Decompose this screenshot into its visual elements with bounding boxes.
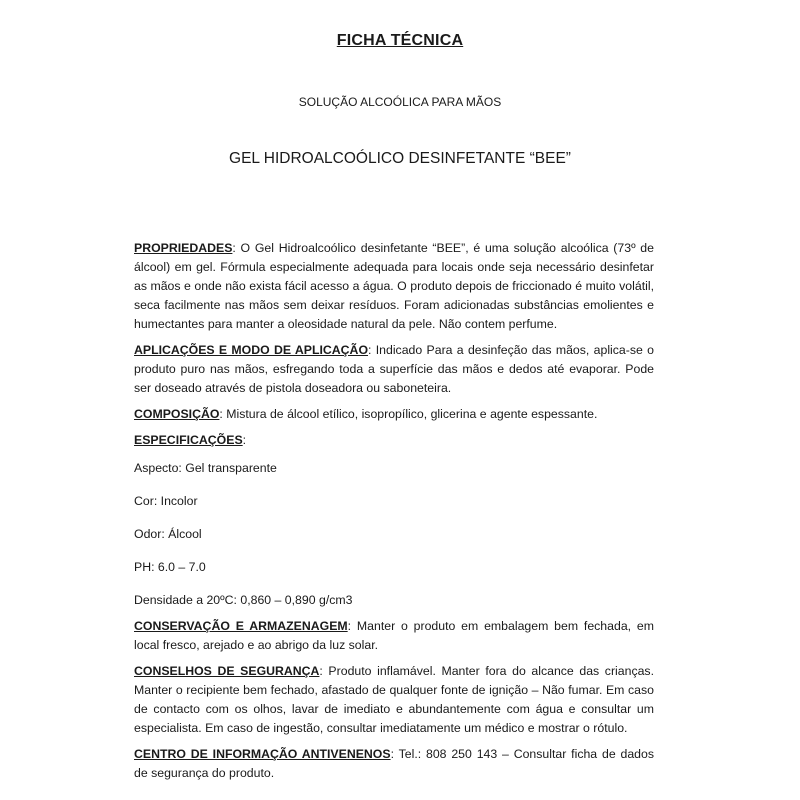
spec-ph: PH: 6.0 – 7.0 xyxy=(134,560,206,574)
section-heading-especificacoes: ESPECIFICAÇÕES xyxy=(134,433,243,447)
section-text-propriedades: : O Gel Hidroalcoólico desinfetante “BEE”, é uma solução alcoólica (73º de álcool) em gel. Fórmula especialmente adequada para locais onde seja necessário desinfetar as mãos e onde não exista fácil acesso a água. O produto depois de friccionado é muito volátil, seca facilmente nas mãos sem deixar resíduos. Foram adicionadas substâncias emolientes e humectantes para manter a oleosidade natural da pele. Não contem perfume. xyxy=(134,241,654,331)
section-text-centro: : Tel.: 808 250 143 – Consultar ficha de dados de segurança do produto. xyxy=(134,747,654,780)
spec-cor: Cor: Incolor xyxy=(134,494,198,508)
section-heading-centro: CENTRO DE INFORMAÇÃO ANTIVENENOS xyxy=(134,747,391,761)
section-centro xyxy=(134,745,654,783)
section-text-conservacao: : Manter o produto em embalagem bem fechada, em local fresco, arejado e ao abrigo da luz solar. xyxy=(134,619,654,652)
spec-aspecto: Aspecto: Gel transparente xyxy=(134,461,277,475)
section-composicao xyxy=(134,405,654,424)
spec-densidade: Densidade a 20ºC: 0,860 – 0,890 g/cm3 xyxy=(134,593,353,607)
section-text-conselhos: : Produto inflamável. Manter fora do alcance das crianças. Manter o recipiente bem fechado, afastado de qualquer fonte de ignição – Não fumar. Em caso de contacto com os olhos, lavar de imediato e abundantemente com água e consultar um especialista. Em caso de ingestão, consultar imediatamente um médico e mostrar o rótulo. xyxy=(134,664,654,735)
section-text-aplicacoes: : Indicado Para a desinfeção das mãos, aplica-se o produto puro nas mãos, esfregando toda a superfície das mãos e dedos até evaporar. Pode ser doseado através de pistola doseadora ou saboneteira. xyxy=(134,343,654,395)
section-heading-conservacao: CONSERVAÇÃO E ARMAZENAGEM xyxy=(134,619,348,633)
document-subtitle: SOLUÇÃO ALCOÓLICA PARA MÃOS xyxy=(298,95,502,109)
section-conselhos xyxy=(134,662,654,738)
section-aplicacoes xyxy=(134,341,654,398)
document-body xyxy=(134,239,654,790)
section-conservacao xyxy=(134,617,654,655)
section-heading-composicao: COMPOSIÇÃO xyxy=(134,407,220,421)
section-propriedades xyxy=(134,239,654,334)
document-title: FICHA TÉCNICA xyxy=(336,32,464,49)
section-text-composicao: : Mistura de álcool etílico, isopropílico, glicerina e agente espessante. xyxy=(219,407,598,421)
section-heading-suffix: : xyxy=(242,433,247,447)
section-heading-conselhos: CONSELHOS DE SEGURANÇA xyxy=(134,664,320,678)
section-heading-aplicacoes: APLICAÇÕES E MODO DE APLICAÇÃO xyxy=(134,343,369,357)
section-especificacoes xyxy=(134,431,654,450)
section-heading-propriedades: PROPRIEDADES xyxy=(134,241,233,255)
product-name: GEL HIDROALCOÓLICO DESINFETANTE “BEE” xyxy=(229,150,571,167)
spec-odor: Odor: Álcool xyxy=(134,527,202,541)
